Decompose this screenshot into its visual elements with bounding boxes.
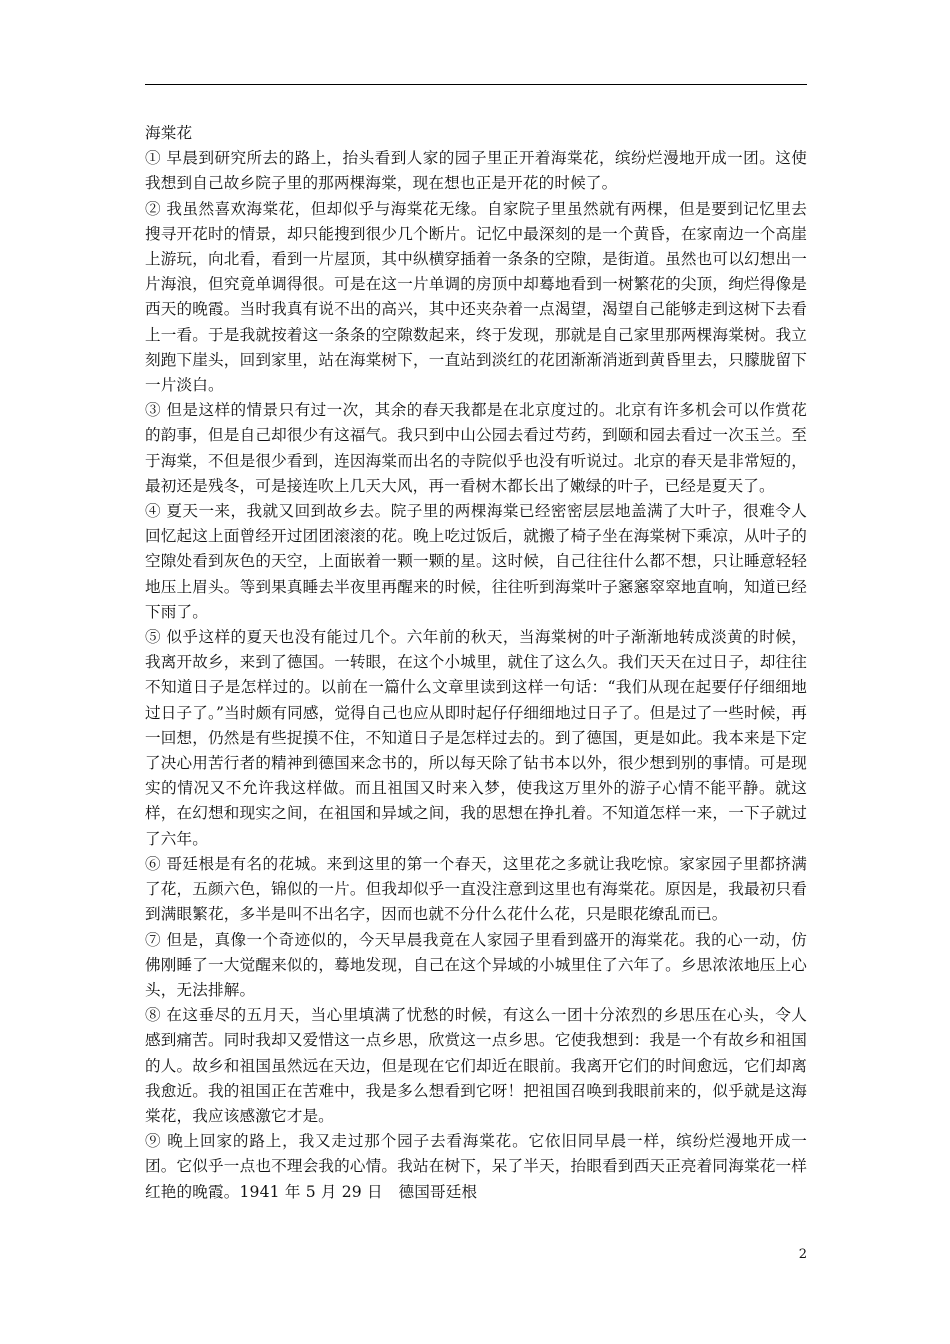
header-rule <box>145 84 807 85</box>
paragraph-7: ⑦ 但是，真像一个奇迹似的，今天早晨我竟在人家园子里看到盛开的海棠花。我的心一动，仿佛刚睡了一大觉醒来似的，蓦地发现，自己在这个异域的小城里住了六年了。乡思浓浓地压上心头，无法排解。 <box>145 930 807 999</box>
paragraph-2: ② 我虽然喜欢海棠花，但却似乎与海棠花无缘。自家院子里虽然就有两棵，但是要到记忆里去搜寻开花时的情景，却只能搜到很少几个断片。记忆中最深刻的是一个黄昏，在家南边一个高崖上游玩，向北看，看到一片屋顶，其中纵横穿插着一条条的空隙，是街道。虽然也可以幻想出一片海浪，但究竟单调得很。可是在这一片单调的房顶中却蓦地看到一树繁花的尖顶，绚烂得像是西天的晚霞。当时我真有说不出的高兴，其中还夹杂着一点渴望，渴望自己能够走到这树下去看上一看。于是我就按着这一条条的空隙数起来，终于发现，那就是自己家里那两棵海棠树。我立刻跑下崖头，回到家里，站在海棠树下，一直站到淡红的花团渐渐消逝到黄昏里去，只朦胧留下一片淡白。 <box>145 199 807 395</box>
paragraph-4: ④ 夏天一来，我就又回到故乡去。院子里的两棵海棠已经密密层层地盖满了大叶子，很难令人回忆起这上面曾经开过团团滚滚的花。晚上吃过饭后，就搬了椅子坐在海棠树下乘凉，从叶子的空隙处看到灰色的天空，上面嵌着一颗一颗的星。这时候，自己往往什么都不想，只让睡意轻轻地压上眉头。等到果真睡去半夜里再醒来的时候，往往听到海棠叶子窸窸窣窣地直响，知道已经下雨了。 <box>145 502 807 621</box>
paragraph-9: ⑨ 晚上回家的路上，我又走过那个园子去看海棠花。它依旧同早晨一样，缤纷烂漫地开成一团。它似乎一点也不理会我的心情。我站在树下，呆了半天，抬眼看到西天正亮着同海棠花一样红艳的晚霞。1941 年 5 月 29 日 德国哥廷根 <box>145 1132 807 1201</box>
paragraph-6: ⑥ 哥廷根是有名的花城。来到这里的第一个春天，这里花之多就让我吃惊。家家园子里都挤满了花，五颜六色，锦似的一片。但我却似乎一直没注意到这里也有海棠花。原因是，我最初只看到满眼繁花，多半是叫不出名字，因而也就不分什么花什么花，只是眼花缭乱而已。 <box>145 854 807 924</box>
paragraph-8: ⑧ 在这垂尽的五月天，当心里填满了忧愁的时候，有这么一团十分浓烈的乡思压在心头，令人感到痛苦。同时我却又爱惜这一点乡思，欣赏这一点乡思。它使我想到：我是一个有故乡和祖国的人。故乡和祖国虽然远在天边，但是现在它们却近在眼前。我离开它们的时间愈远，它们却离我愈近。我的祖国正在苦难中，我是多么想看到它呀！把祖国召唤到我眼前来的，似乎就是这海棠花，我应该感激它才是。 <box>145 1006 807 1125</box>
document-body <box>145 121 807 1205</box>
paragraph-5: ⑤ 似乎这样的夏天也没有能过几个。六年前的秋天，当海棠树的叶子渐渐地转成淡黄的时候，我离开故乡，来到了德国。一转眼，在这个小城里，就住了这么久。我们天天在过日子，却往往不知道日子是怎样过的。以前在一篇什么文章里读到这样一句话：“我们从现在起要仔仔细细地过日子了。”当时颇有同感，觉得自己也应从即时起仔仔细细地过日子了。但是过了一些时候，再一回想，仍然是有些捉摸不住，不知道日子是怎样过去的。到了德国，更是如此。我本来是下定了决心用苦行者的精神到德国来念书的，所以每天除了钻书本以外，很少想到别的事情。可是现实的情况又不允许我这样做。而且祖国又时来入梦，使我这万里外的游子心情不能平静。就这样，在幻想和现实之间，在祖国和异域之间，我的思想在挣扎着。不知道怎样一来，一下子就过了六年。 <box>145 628 807 848</box>
paragraph-3: ③ 但是这样的情景只有过一次，其余的春天我都是在北京度过的。北京有许多机会可以作赏花的韵事，但是自己却很少有这福气。我只到中山公园去看过芍药，到颐和园去看过一次玉兰。至于海棠，不但是很少看到，连因海棠而出名的寺院似乎也没有听说过。北京的春天是非常短的，最初还是残冬，可是接连吹上几天大风，再一看树木都长出了嫩绿的叶子，已经是夏天了。 <box>145 401 807 495</box>
paragraph-1: ① 早晨到研究所去的路上，抬头看到人家的园子里正开着海棠花，缤纷烂漫地开成一团。这使我想到自己故乡院子里的那两棵海棠，现在想也正是开花的时候了。 <box>145 149 807 193</box>
page-number: 2 <box>798 1247 807 1262</box>
document-title: 海棠花 <box>145 124 193 142</box>
